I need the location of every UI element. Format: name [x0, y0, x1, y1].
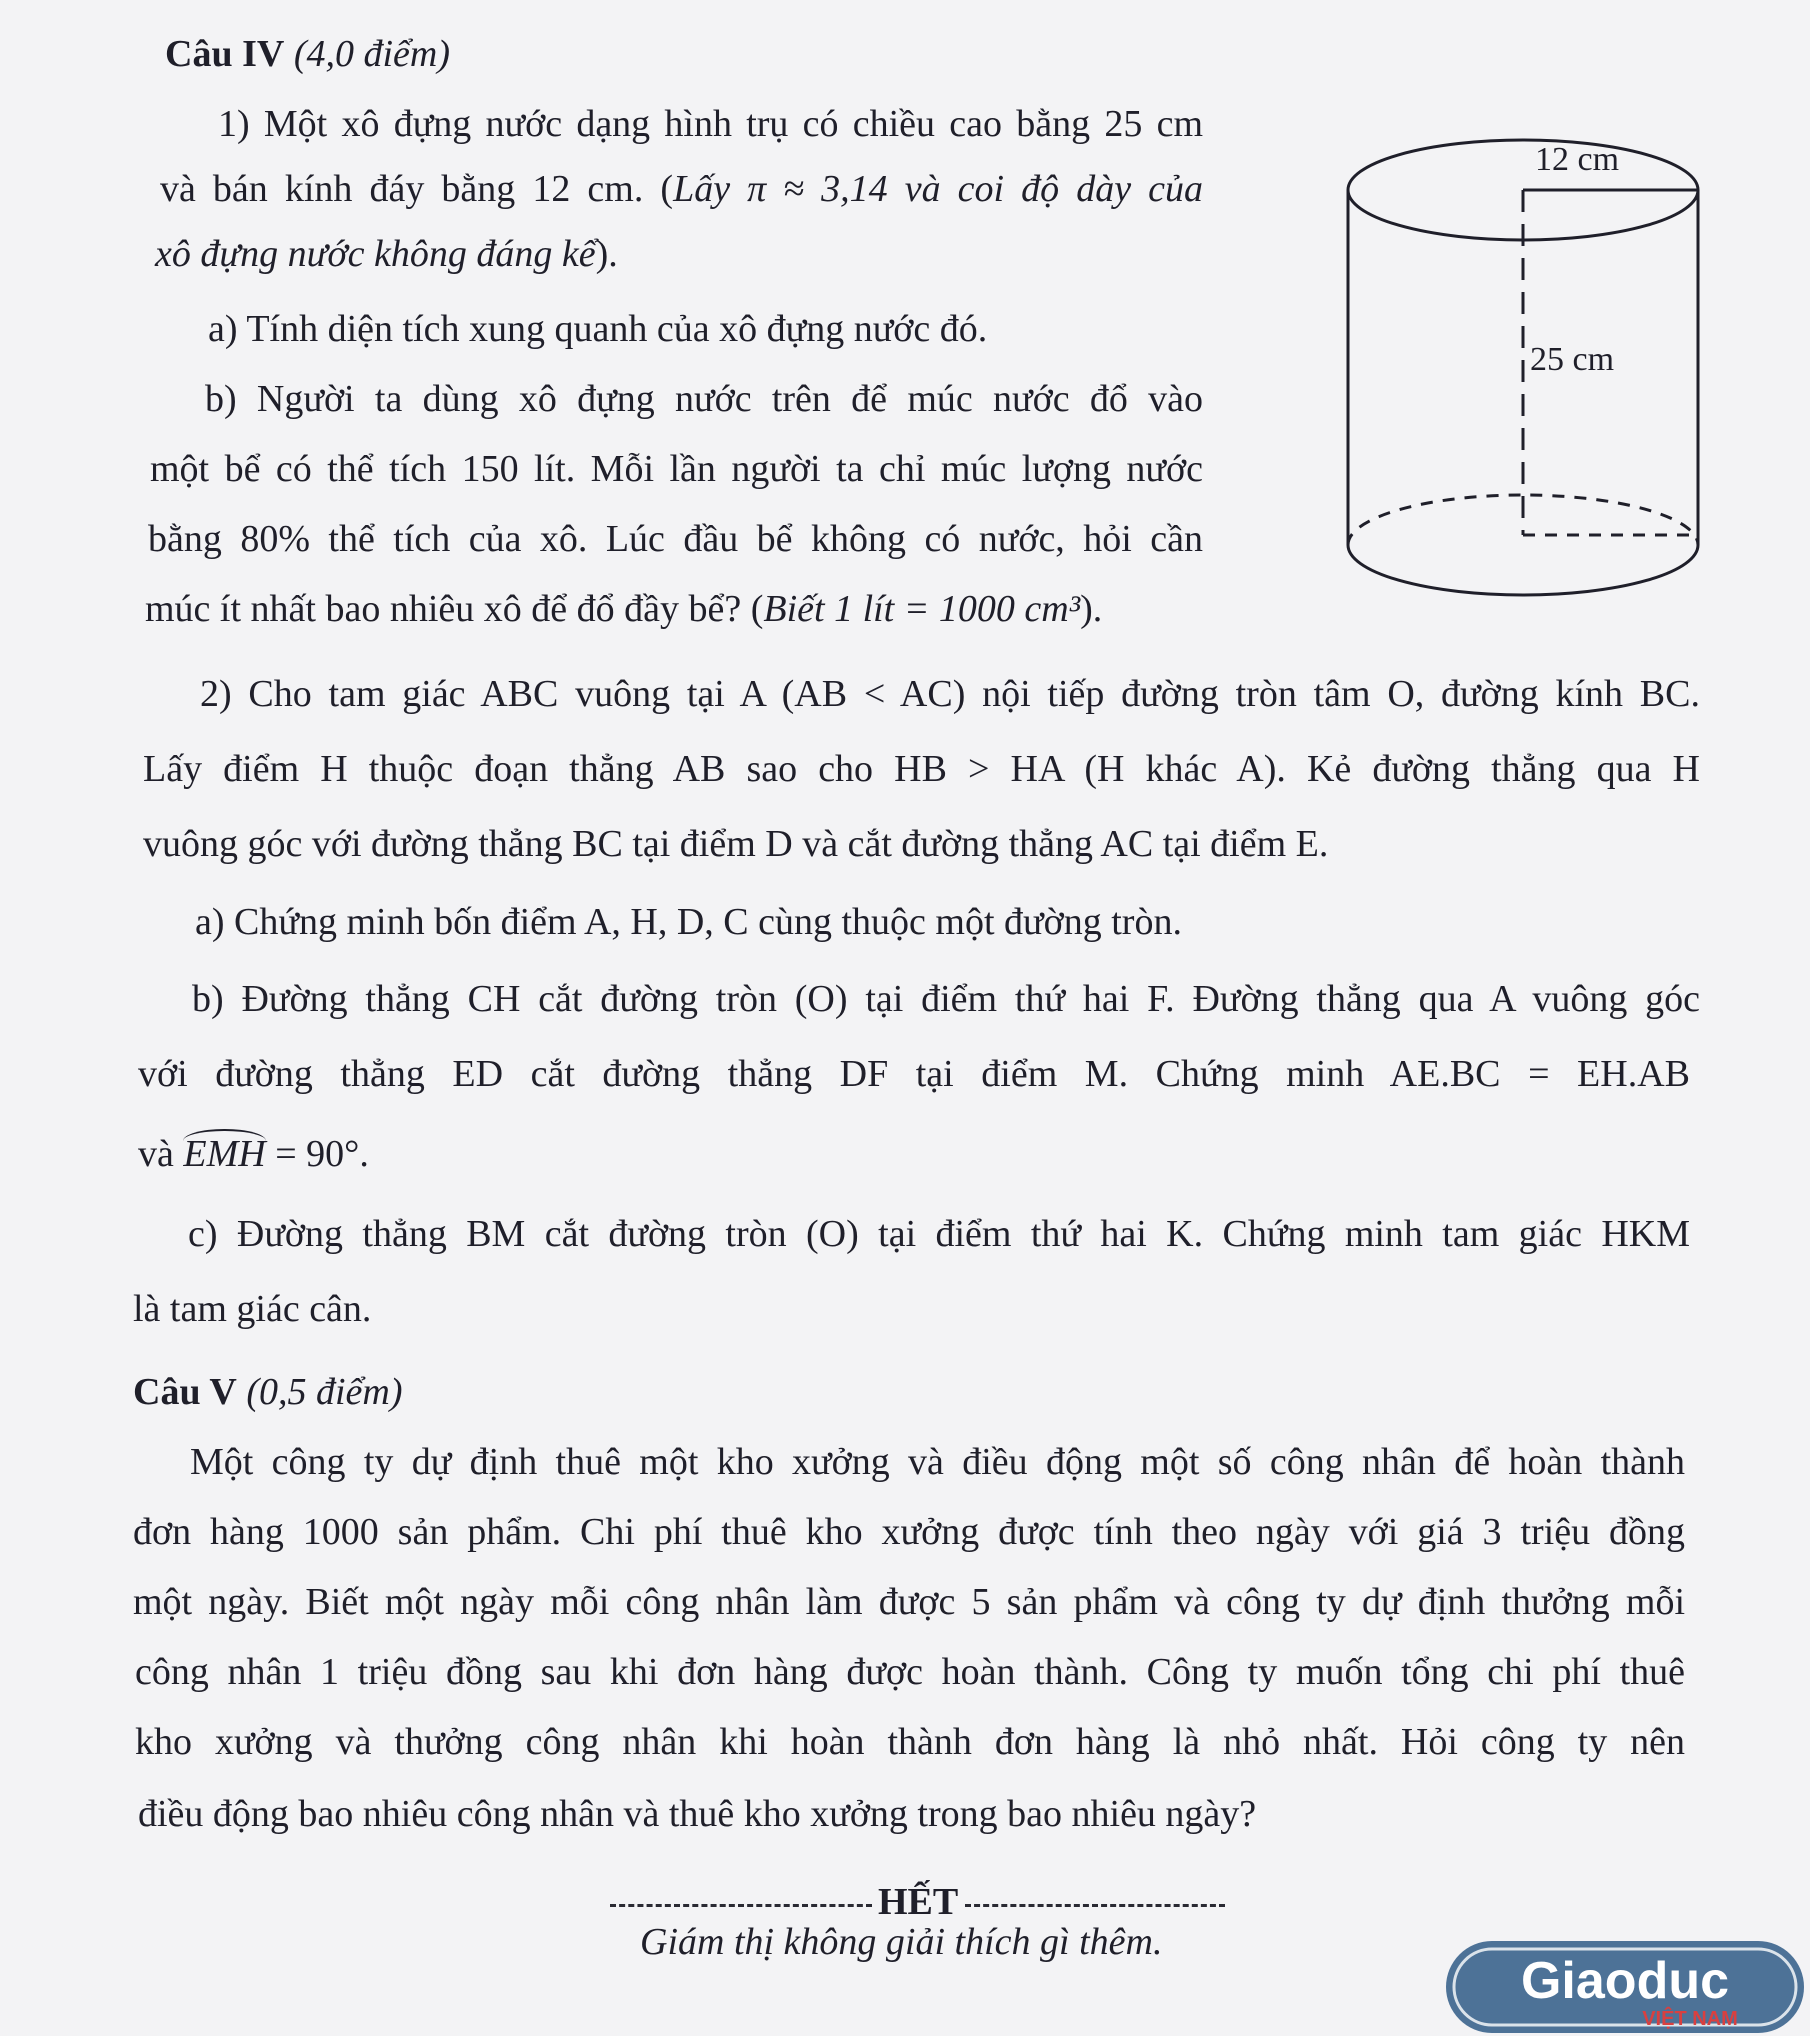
q4-p2-part-c-line1: c) Đường thẳng BM cắt đường tròn (O) tại điểm thứ hai K. Chứng minh tam giác HKM: [188, 1213, 1690, 1255]
q5-heading: [133, 1368, 403, 1416]
q4-p2-line1: 2) Cho tam giác ABC vuông tại A (AB < AC) nội tiếp đường tròn tâm O, đường kính BC.: [200, 673, 1700, 715]
q4-p1-line3: [155, 230, 618, 278]
cylinder-bottom-front: [1348, 545, 1698, 595]
q4-p2-part-c-line2: là tam giác cân.: [133, 1288, 372, 1330]
radius-label: 12 cm: [1535, 141, 1620, 178]
q4-part-b-line3: bằng 80% thể tích của xô. Lúc đầu bể không có nước, hỏi cần: [148, 518, 1203, 560]
end-dash-right: [965, 1904, 1225, 1907]
q4-p2-part-a: a) Chứng minh bốn điểm A, H, D, C cùng thuộc một đường tròn.: [195, 901, 1182, 943]
end-word: HẾT: [878, 1881, 959, 1923]
logo-main-text: Giaoduc: [1520, 1952, 1730, 2010]
q4-part-b-line1: b) Người ta dùng xô đựng nước trên để múc nước đổ vào: [205, 378, 1203, 420]
cylinder-figure: [1335, 125, 1710, 605]
q4-p2-line3: vuông góc với đường thẳng BC tại điểm D và cắt đường thẳng AC tại điểm E.: [143, 823, 1329, 865]
logo-sub-text: VIỆT NAM: [1642, 2008, 1738, 2030]
q4-part-a: a) Tính diện tích xung quanh của xô đựng nước đó.: [208, 308, 988, 350]
q5-heading-label: Câu V: [133, 1371, 237, 1413]
q4-p1-line3-text: xô đựng nước không đáng kể: [155, 233, 596, 275]
q4-p1-line1: 1) Một xô đựng nước dạng hình trụ có chiều cao bằng 25 cm: [218, 103, 1203, 145]
q4-heading-label: Câu IV: [165, 33, 285, 75]
q5-line3: một ngày. Biết một ngày mỗi công nhân làm được 5 sản phẩm và công ty dự định thưởng mỗi: [133, 1581, 1685, 1623]
q4-p2-part-b-line3a: và: [138, 1133, 184, 1175]
q5-line2: đơn hàng 1000 sản phẩm. Chi phí thuê kho xưởng được tính theo ngày với giá 3 triệu đồng: [133, 1511, 1685, 1553]
q4-p2-part-b-line3: [138, 1130, 369, 1178]
q4-p1-line2b: Lấy π ≈ 3,14 và coi độ dày của: [673, 168, 1203, 210]
q4-p1-line2a: và bán kính đáy bằng 12 cm. (: [160, 168, 674, 210]
proctor-note: Giám thị không giải thích gì thêm.: [640, 1921, 1163, 1963]
q5-line5: kho xưởng và thưởng công nhân khi hoàn thành đơn hàng là nhỏ nhất. Hỏi công ty nên: [135, 1721, 1685, 1763]
q4-part-b-line2: một bể có thể tích 150 lít. Mỗi lần người ta chỉ múc lượng nước: [150, 448, 1203, 490]
q5-line4: công nhân 1 triệu đồng sau khi đơn hàng được hoàn thành. Công ty muốn tổng chi phí thuê: [135, 1651, 1685, 1693]
q4-heading: [165, 30, 450, 78]
q4-p1-line3-end: ).: [595, 233, 618, 275]
q4-p2-part-b-line2: với đường thẳng ED cắt đường thẳng DF tại điểm M. Chứng minh AE.BC = EH.AB: [138, 1053, 1690, 1095]
q5-line6: điều động bao nhiêu công nhân và thuê kho xưởng trong bao nhiêu ngày?: [138, 1793, 1257, 1835]
q4-part-b-line4c: ).: [1080, 588, 1103, 630]
q4-p1-line2: [160, 165, 1203, 213]
giaoduc-logo: [1440, 1935, 1810, 2036]
end-dash-left: [610, 1904, 872, 1907]
q4-p2-part-b-line3c: = 90°.: [265, 1133, 369, 1175]
height-label: 25 cm: [1530, 341, 1615, 378]
q4-p2-line2: Lấy điểm H thuộc đoạn thẳng AB sao cho HB > HA (H khác A). Kẻ đường thẳng qua H: [143, 748, 1700, 790]
q4-part-b-line4b: Biết 1 lít = 1000 cm³: [763, 588, 1081, 630]
q4-part-b-line4: [145, 585, 1102, 633]
q4-part-b-line4a: múc ít nhất bao nhiêu xô để đổ đầy bể? (: [145, 588, 764, 630]
q4-heading-points: (4,0 điểm): [293, 33, 450, 75]
q5-line1: Một công ty dự định thuê một kho xưởng và điều động một số công nhân để hoàn thành: [190, 1441, 1685, 1483]
angle-emh: EMH: [183, 1129, 265, 1175]
q4-p2-part-b-line1: b) Đường thẳng CH cắt đường tròn (O) tại điểm thứ hai F. Đường thẳng qua A vuông góc: [192, 978, 1700, 1020]
q5-heading-points: (0,5 điểm): [246, 1371, 403, 1413]
